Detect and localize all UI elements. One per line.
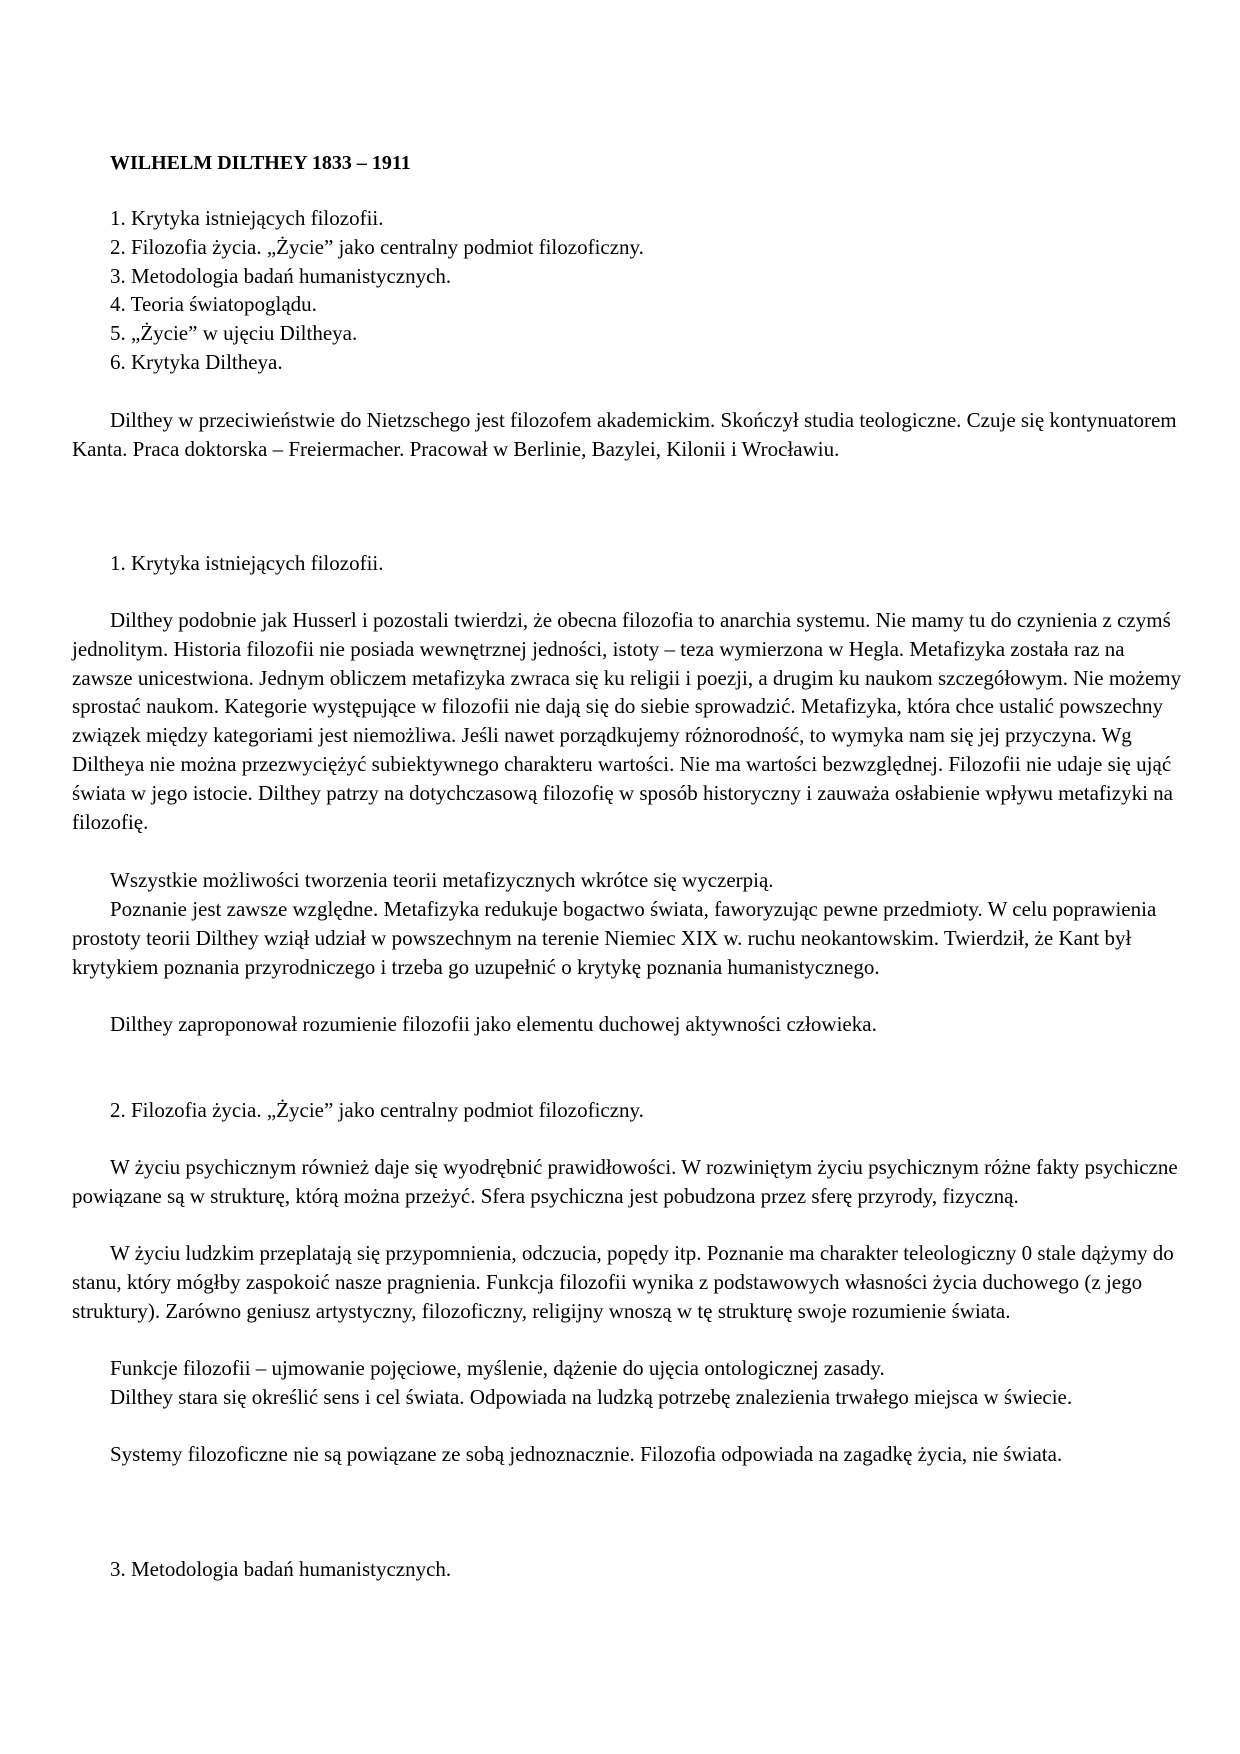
toc-item: 2. Filozofia życia. „Życie” jako centralny podmiot filozoficzny.: [110, 234, 644, 259]
section-1-heading: 1. Krytyka istniejących filozofii.: [110, 551, 384, 575]
section-2-paragraph: W życiu psychicznym również daje się wyodrębnić prawidłowości. W rozwiniętym życiu psychicznym różne fakty psychiczne powiązane są w strukturę, którą można przeżyć. Sfera psychiczna jest pobudzona przez sferę przyrody, fizyczną.: [72, 1155, 1178, 1208]
section-2-paragraph: Dilthey stara się określić sens i cel świata. Odpowiada na ludzką potrzebę znalezienia trwałego miejsca w świecie.: [110, 1385, 1073, 1409]
toc-item: 3. Metodologia badań humanistycznych.: [110, 263, 452, 288]
section-2-paragraph: Systemy filozoficzne nie są powiązane ze sobą jednoznacznie. Filozofia odpowiada na zagadkę życia, nie świata.: [110, 1442, 1063, 1466]
intro-paragraph: Dilthey w przeciwieństwie do Nietzschego jest filozofem akademickim. Skończył studia teologiczne. Czuje się kontynuatorem Kanta. Praca doktorska – Freiermacher. Pracował w Berlinie, Bazylei, Kilonii i Wrocławiu.: [72, 408, 1177, 461]
section-2-paragraph: W życiu ludzkim przeplatają się przypomnienia, odczucia, popędy itp. Poznanie ma charakter teleologiczny 0 stale dążymy do stanu, który mógłby zaspokoić nasze pragnienia. Funkcja filozofii wynika z podstawowych własności życia duchowego (z jego struktury). Zarówno geniusz artystyczny, filozoficzny, religijny wnoszą w tę strukturę swoje rozumienie świata.: [72, 1241, 1174, 1323]
toc-item: 6. Krytyka Diltheya.: [110, 349, 283, 374]
section-3-heading: 3. Metodologia badań humanistycznych.: [110, 1557, 452, 1581]
section-1-paragraph: Wszystkie możliwości tworzenia teorii metafizycznych wkrótce się wyczerpią.: [110, 868, 774, 892]
toc-item: 1. Krytyka istniejących filozofii.: [110, 206, 384, 230]
section-1-paragraph: Dilthey zaproponował rozumienie filozofii jako elementu duchowej aktywności człowieka.: [110, 1012, 877, 1036]
table-of-contents: [110, 204, 644, 377]
document-page: [72, 0, 1182, 1754]
section-1-paragraph: Dilthey podobnie jak Husserl i pozostali twierdzi, że obecna filozofia to anarchia systemu. Nie mamy tu do czynienia z czymś jednolitym. Historia filozofii nie posiada wewnętrznej jedności, istoty – teza wymierzona w Hegla. Metafizyka została raz na zawsze unicestwiona. Jednym obliczem metafizyka zwraca się ku religii i poezji, a drugim ku naukom szczegółowym. Nie możemy sprostać naukom. Kategorie występujące w filozofii nie dają się do siebie sprowadzić. Metafizyka, która chce ustalić powszechny związek między kategoriami jest niemożliwa. Jeśli nawet porządkujemy różnorodność, to wymyka nam się jej przyczyna. Wg Diltheya nie można przezwyciężyć subiektywnego charakteru wartości. Nie ma wartości bezwzględnej. Filozofii nie udaje się ująć świata w jego istocie. Dilthey patrzy na dotychczasową filozofię w sposób historyczny i zauważa osłabienie wpływu metafizyki na filozofię.: [72, 608, 1182, 834]
toc-item: 5. „Życie” w ujęciu Diltheya.: [110, 321, 358, 346]
document-title: WILHELM DILTHEY 1833 – 1911: [110, 152, 411, 174]
section-2-paragraph: Funkcje filozofii – ujmowanie pojęciowe, myślenie, dążenie do ujęcia ontologicznej zasady.: [110, 1356, 885, 1380]
section-2-heading: 2. Filozofia życia. „Życie” jako centralny podmiot filozoficzny.: [110, 1098, 644, 1122]
toc-item: 4. Teoria światopoglądu.: [110, 292, 317, 317]
section-1-paragraph: Poznanie jest zawsze względne. Metafizyka redukuje bogactwo świata, faworyzując pewne przedmioty. W celu poprawienia prostoty teorii Dilthey wziął udział w powszechnym na terenie Niemiec XIX w. ruchu neokantowskim. Twierdził, że Kant był krytykiem poznania przyrodniczego i trzeba go uzupełnić o krytykę poznania humanistycznego.: [72, 897, 1157, 979]
